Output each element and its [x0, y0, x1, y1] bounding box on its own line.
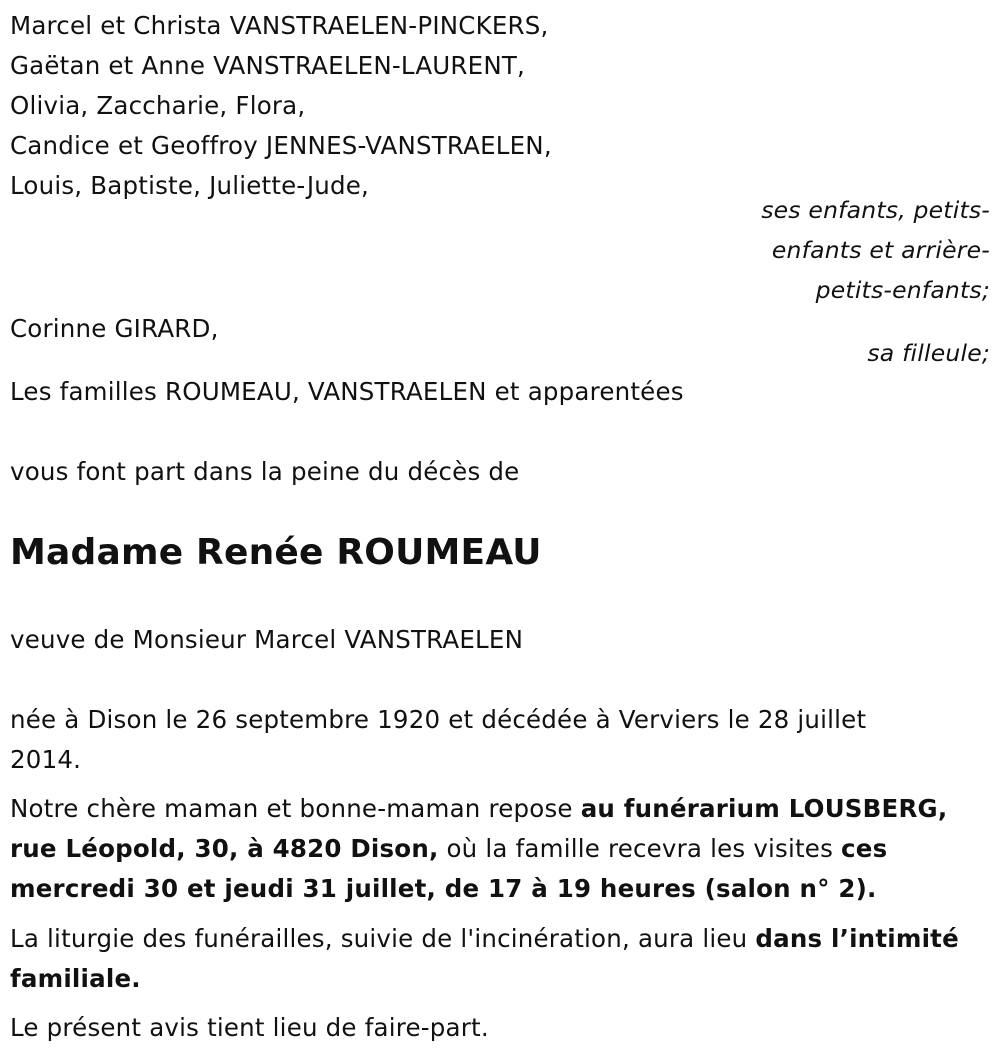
birth-death-line-2: 2014. [10, 745, 82, 774]
relation-children-2: enfants et arrière- [771, 236, 990, 264]
widow-of: veuve de Monsieur Marcel VANSTRAELEN [10, 625, 524, 654]
relation-children-3: petits-enfants; [815, 276, 990, 304]
visiting-hours: ces mercredi 30 et jeudi 31 juillet, de 17 à 19 heures (salon n° 2). [10, 834, 888, 903]
family-line-4: Candice et Geoffroy JENNES-VANSTRAELEN, [10, 131, 552, 160]
relation-children-1: ses enfants, petits- [761, 196, 990, 224]
visitation-text-2: où la famille recevra les visites [438, 834, 842, 863]
liturgy-text: La liturgie des funérailles, suivie de l'incinération, aura lieu [10, 924, 756, 953]
announcement: vous font part dans la peine du décès de [10, 457, 520, 486]
liturgy-private: dans l’intimité familiale. [10, 924, 959, 993]
visitation-paragraph [10, 789, 990, 909]
family-line-1: Marcel et Christa VANSTRAELEN-PINCKERS, [10, 11, 549, 40]
visitation-text-1: Notre chère maman et bonne-maman repose [10, 794, 581, 823]
closing-line: Le présent avis tient lieu de faire-part. [10, 1013, 489, 1042]
birth-death-line-1: née à Dison le 26 septembre 1920 et décédée à Verviers le 28 juillet [10, 705, 867, 734]
family-line-5: Louis, Baptiste, Juliette-Jude, [10, 171, 369, 200]
funeral-home-address: au funérarium LOUSBERG, rue Léopold, 30, à 4820 Dison, [10, 794, 948, 863]
family-line-2: Gaëtan et Anne VANSTRAELEN-LAURENT, [10, 51, 526, 80]
family-line-3: Olivia, Zaccharie, Flora, [10, 91, 306, 120]
liturgy-paragraph [10, 919, 990, 999]
goddaughter-name: Corinne GIRARD, [10, 314, 219, 343]
deceased-name: Madame Renée ROUMEAU [10, 532, 542, 573]
relation-goddaughter: sa filleule; [867, 339, 990, 367]
families-line: Les familles ROUMEAU, VANSTRAELEN et apparentées [10, 377, 684, 406]
